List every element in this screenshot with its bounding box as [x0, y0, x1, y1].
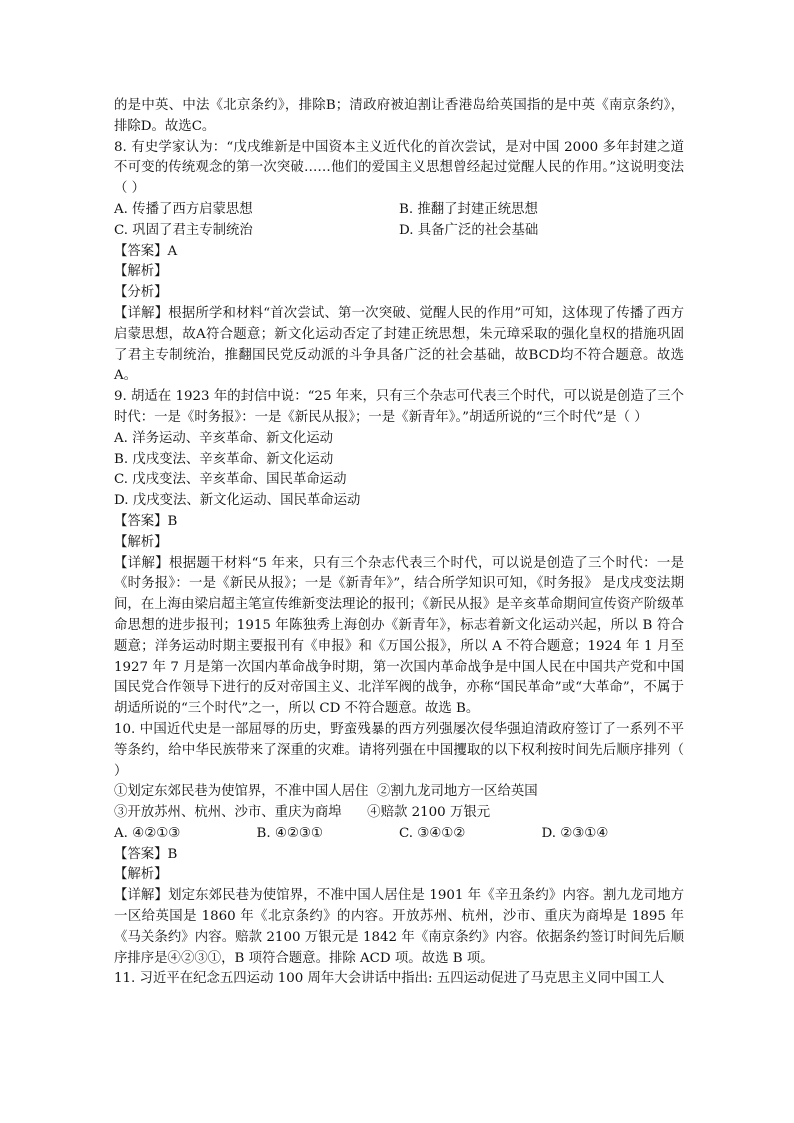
question-10-stem: 10. 中国近代史是一部屈辱的历史，野蛮残暴的西方列强屡次侵华强迫清政府签订了一系列不平等条约，给中华民族带来了深重的灾难。请将列强在中国攫取的以下权利按时间先后顺序排列（ ） — [114, 721, 684, 779]
question-8-options-row-1 — [114, 200, 684, 221]
question-8-option-c: C. 巩固了君主专制统治 — [114, 222, 253, 238]
question-9-option-d: D. 戊戌变法、新文化运动、国民革命运动 — [114, 493, 361, 509]
question-8-analysis-label: 【解析】 — [114, 264, 168, 280]
question-8-option-a: A. 传播了西方启蒙思想 — [114, 201, 253, 217]
question-9-detail: 【详解】根据题干材料“5 年来，只有三个杂志代表三个时代，可以说是创造了三个时代：一是《时务报》：一是《新民从报》；一是《新青年》”，结合所学知识可知，《时务报》 是戊戌变法期间，在上海由梁启超主笔宣传维新变法理论的报刊；《新民从报》是辛亥革命期间宣传资产阶级革命思想的进步报刊；1915 年陈独秀上海创办《新青年》，标志着新文化运动兴起，所以 B 符合题意；洋务运动时期主要报刊有《申报》和《万国公报》，所以 A 不符合题意；1924 年 1 月至 1927 年 7 月是第一次国内革命战争时期，第一次国内革命战争是中国人民在中国共产党和中国国民党合作领导下进行的反对帝国主义、北洋军阀的战争，亦称“国民革命”或“大革命”，不属于胡适所说的“三个时代”之一，所以 CD 不符合题意。故选 B。 — [114, 555, 684, 717]
question-8-options-row-2 — [114, 221, 684, 242]
question-9-option-a: A. 洋务运动、辛亥革命、新文化运动 — [114, 430, 334, 446]
question-10-items-line-2: ③开放苏州、杭州、沙市、重庆为商埠 ④赔款 2100 万银元 — [114, 805, 491, 821]
previous-answer-continuation: 的是中英、中法《北京条约》，排除B；清政府被迫割让香港岛给英国指的是中英《南京条约》，排除D。故选C。 — [114, 98, 684, 134]
question-10-detail: 【详解】划定东郊民巷为使馆界，不准中国人居住是 1901 年《辛丑条约》内容。割九龙司地方一区给英国是 1860 年《北京条约》的内容。开放苏州、杭州，沙市、重庆为商埠是 1895 年《马关条约》内容。赔款 2100 万银元是 1842 年《南京条约》内容。依据条约签订时间先后顺序排序是④②③①，B 项符合题意。排除 ACD 项。故选 B 项。 — [114, 888, 684, 966]
question-9-answer: 【答案】B — [114, 513, 178, 529]
question-10-options — [114, 824, 684, 845]
question-9 — [114, 387, 684, 720]
question-11-stem: 11. 习近平在纪念五四运动 100 周年大会讲话中指出: 五四运动促进了马克思主义同中国工人 — [114, 971, 665, 987]
question-9-analysis-label: 【解析】 — [114, 534, 168, 550]
question-9-option-b: B. 戊戌变法、辛亥革命、新文化运动 — [114, 451, 334, 467]
question-10 — [114, 720, 684, 970]
document-page — [114, 96, 684, 990]
question-11 — [114, 969, 684, 990]
question-8-stem: 8. 有史学家认为：“戊戌维新是中国资本主义近代化的首次尝试，是对中国 2000 多年封建之道不可变的传统观念的第一次突破……他们的爱国主义思想曾经起过觉醒人民的作用。”这说明变法（ ） — [114, 139, 684, 197]
question-10-option-a: A. ④②①③ — [114, 825, 181, 841]
question-10-option-c: C. ③④①② — [399, 825, 466, 841]
question-8-detail: 【详解】根据所学和材料“首次尝试、第一次突破、觉醒人民的作用”可知，这体现了传播了西方启蒙思想，故A符合题意；新文化运动否定了封建正统思想，朱元璋采取的强化皇权的措施巩固了君主专制统治，推翻国民党反动派的斗争具备广泛的社会基础，故BCD均不符合题意。故选A。 — [114, 305, 684, 384]
question-9-option-c: C. 戊戌变法、辛亥革命、国民革命运动 — [114, 472, 347, 488]
question-10-option-d: D. ②③①④ — [541, 825, 609, 841]
question-10-option-b: B. ④②③① — [256, 825, 323, 841]
question-8-answer: 【答案】A — [114, 243, 178, 259]
question-8-fenxi-label: 【分析】 — [114, 285, 168, 301]
question-10-answer: 【答案】B — [114, 846, 178, 862]
question-8-option-d: D. 具备广泛的社会基础 — [399, 222, 539, 238]
question-8 — [114, 138, 684, 388]
question-10-analysis-label: 【解析】 — [114, 867, 168, 883]
question-9-stem: 9. 胡适在 1923 年的封信中说：“25 年来，只有三个杂志可代表三个时代，可以说是创造了三个时代：一是《时务报》：一是《新民从报》；一是《新青年》。”胡适所说的“三个时代”是（ ） — [114, 389, 684, 425]
question-10-items-line-1: ①划定东郊民巷为使馆界，不准中国人居住 ②割九龙司地方一区给英国 — [114, 784, 538, 800]
question-8-option-b: B. 推翻了封建正统思想 — [399, 201, 538, 217]
